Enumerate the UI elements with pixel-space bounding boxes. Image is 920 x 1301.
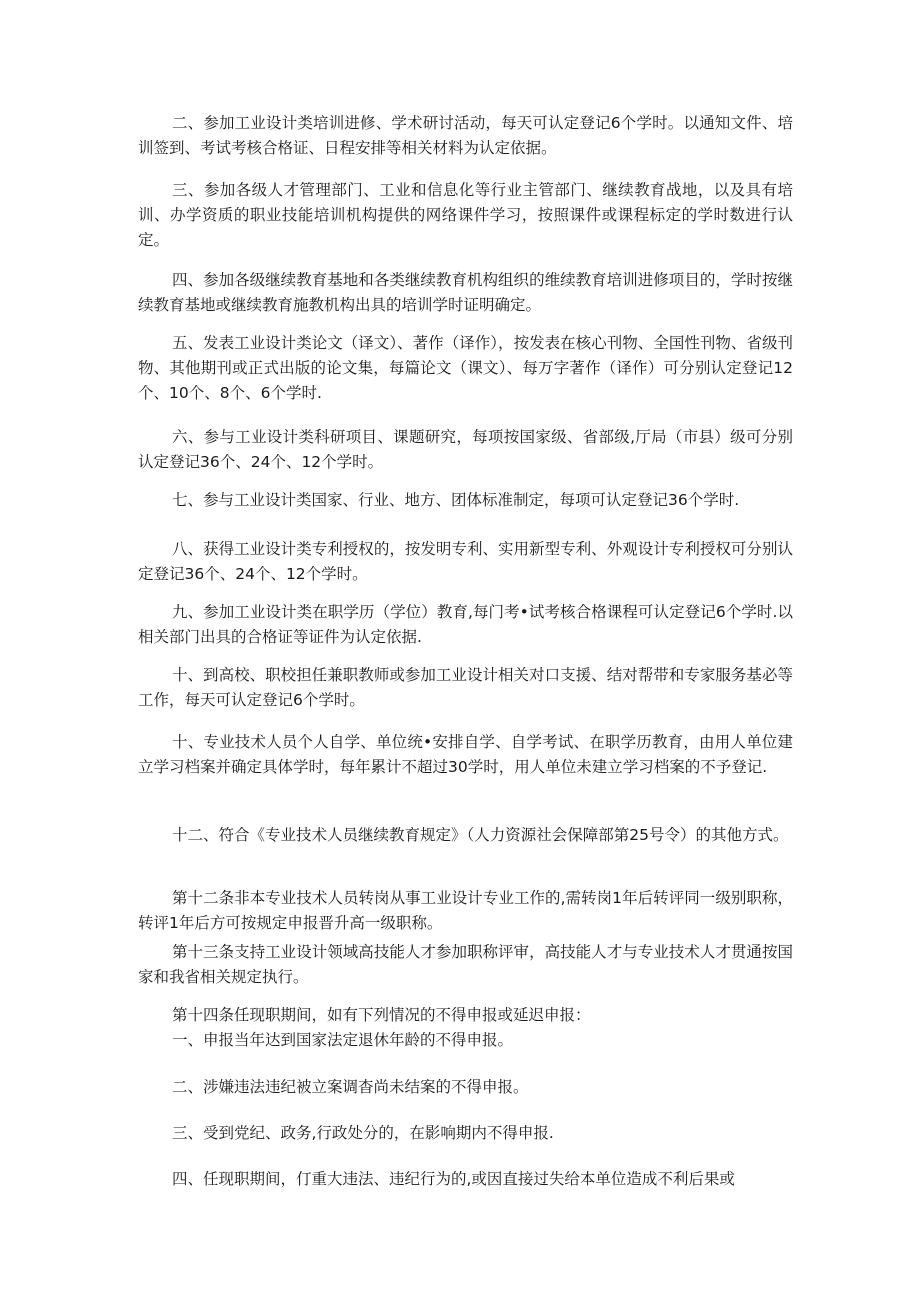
paragraph-degree-education: 九、参加工业设计类在职学历（学位）教育,每门考•试考核合格课程可认定登记6个学时.以相关部门出具的合格证等证件为认定依据. [138, 603, 793, 646]
paragraph-patents: 八、获得工业设计类专利授权的，按发明专利、实用新型专利、外观设计专利授权可分别认定登记36个、24个、12个学时。 [138, 540, 793, 583]
paragraph-part-time-teaching: 十、到高校、职校担任兼职教师或参加工业设计相关对口支援、结对帮带和专家服务基必等工作，每天可认定登记6个学时。 [138, 666, 793, 709]
paragraph-publications: 五、发表工业设计类论文（译文）、著作（译作），按发表在核心刊物、全国性刊物、省级刊物、其他期刊或正式出版的论文集，每篇论文（课文）、每万字著作（译作）可分别认定登记12个、10个、8个、6个学时. [138, 334, 793, 402]
paragraph-self-study: 十、专业技术人员个人自学、单位统•安排自学、自学考试、在职学历教育，由用人单位建立学习档案并确定具体学时，每年累计不超过30学时，用人单位未建立学习档案的不予登记. [138, 733, 793, 776]
article-14-item-2: 二、涉嫌违法违纪被立案调杳尚未结案的不得申报。 [172, 1078, 529, 1096]
article-12: 第十二条非本专业技术人员转岗从事工业设计专业工作的,需转岗1年后转评同一级别职称，转评1年后方可按规定申报晋升高一级职称。 [138, 889, 793, 932]
paragraph-other-methods: 十二、符合《专业技术人员继续教育规定》（人力资源社会保障部第25号令）的其他方式。 [172, 826, 789, 844]
article-13: 第十三条支持工业设计领域高技能人才参加职称评审，高技能人才与专业技术人才贯通按国家和我省相关规定执行。 [138, 943, 793, 986]
article-14-item-3: 三、受到党纪、政务,行政处分的，在影响期内不得申报. [172, 1124, 554, 1142]
article-14: 第十四条任现职期间，如有下列情况的不得申报或延迟申报： [172, 1006, 591, 1024]
paragraph-standards: 七、参与工业设计类国家、行业、地方、团体标准制定，每项可认定登记36个学时. [172, 491, 740, 509]
article-14-item-4: 四、任现职期间，仃重大违法、违纪行为的,或因直接过失给本单位造成不利后果或 [172, 1170, 735, 1188]
paragraph-training: 二、参加工业设计类培训进修、学术研讨活动，每天可认定登记6个学时。以通知文件、培训签到、考试考核合格证、日程安排等相关材料为认定依据。 [138, 114, 793, 157]
paragraph-online-courses: 三、参加各级人才管理部门、工业和信息化等行业主管部门、继续教育战地，以及具有培训、办学资质的职业技能培训机构提供的网络课件学习，按照课件或课程标定的学时数进行认定。 [138, 181, 793, 249]
paragraph-continuing-education-base: 四、参加各级继续教育基地和各类继续教育机构组织的维续教育培训进修项目的，学时按继续教育基地或继续教育施教机构出具的培训学时证明确定。 [138, 271, 793, 314]
paragraph-research-projects: 六、参与工业设计类科研项目、课题研究，每项按国家级、省部级,厅局（市县）级可分别认定登记36个、24个、12个学时。 [138, 428, 793, 471]
article-14-item-1: 一、申报当年达到国家法定退休年龄的不得申报。 [172, 1031, 514, 1049]
